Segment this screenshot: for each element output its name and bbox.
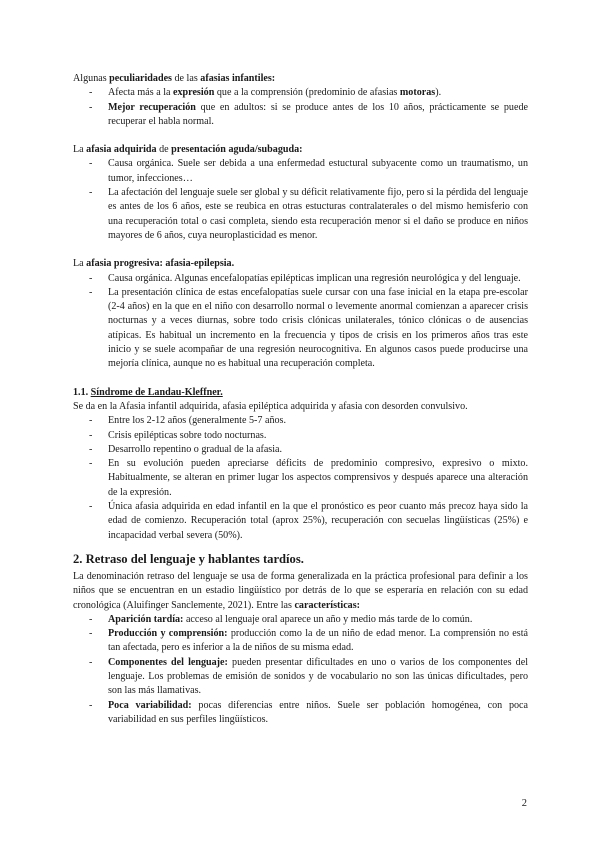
list-item: - Aparición tardía: acceso al lenguaje oral aparece un año y medio más tarde de lo común. [73, 613, 528, 627]
list-item: - Poca variabilidad: pocas diferencias entre niños. Suele ser población homogénea, con poca variabilidad en sus perfiles lingüísticos. [73, 699, 528, 728]
list-item: - Componentes del lenguaje: pueden presentar dificultades en uno o varios de los componentes del lenguaje. Los problemas de emisión de sonidos y de vocabulario no son las únicas dificultades, pero son las más llamativas. [73, 656, 528, 699]
list-item: - Crisis epilépticas sobre todo nocturnas. [73, 429, 528, 443]
list-item: - Causa orgánica. Suele ser debida a una enfermedad estuctural subyacente como un traumatismo, un tumor, infecciones… [73, 157, 528, 186]
document-page [73, 72, 528, 727]
list-item: - La presentación clínica de estas encefalopatías suele cursar con una fase inicial en la etapa pre-escolar (2-4 años) en la que en el niño con desarrollo normal o levemente anormal comienzan a aparecer crisis nocturnas y a veces diurnas, sobre todo crisis clónicas unilaterales, tónico clónicas o de ausencias atípicas. Es habitual un incremento en la frecuencia y tipos de crisis en los primeros años tras este inicio y se suele acompañar de una regresión neurocognitiva. En algunos casos puede producirse una mejoría clínica, aunque no es habitual una recuperación completa. [73, 286, 528, 372]
s1-list [73, 86, 528, 129]
s5-intro: La denominación retraso del lenguaje se usa de forma generalizada en la práctica profesional para definir a los niños que se encuentran en un estadio lingüístico por detrás de lo que se esperaría en relación con su edad cronológica (Aluifinger Sanclemente, 2021). Entre las características: [73, 570, 528, 611]
list-item: - Única afasia adquirida en edad infantil en la que el pronóstico es peor cuanto más precoz haya sido la edad de comienzo. Recuperación total (aprox 25%), recuperación con secuelas lingüísticas (25%) e incapacidad verbal severa (50%). [73, 500, 528, 543]
list-item: - La afectación del lenguaje suele ser global y su déficit relativamente fijo, pero si la pérdida del lenguaje es antes de los 6 años, este se reubica en otras estucturas contralaterales o del mismo hemisferio con una recuperación total o casi completa, siendo esta recuperación menor si el daño se produce en niños mayores de 6 años, cuya neuroplasticidad es menor. [73, 186, 528, 243]
s2-list [73, 157, 528, 243]
list-item: - Afecta más a la expresión que a la comprensión (predominio de afasias motoras). [73, 86, 528, 100]
s4-intro: Se da en la Afasia infantil adquirida, afasia epiléptica adquirida y afasia con desorden convulsivo. [73, 400, 468, 412]
s5-list [73, 613, 528, 727]
s1-intro: Algunas peculiaridades de las afasias infantiles: [73, 73, 276, 84]
list-item: - Mejor recuperación que en adultos: si se produce antes de los 10 años, prácticamente se puede recuperar el habla normal. [73, 101, 528, 130]
list-item: - Producción y comprensión: producción como la de un niño de edad menor. La comprensión no está tan afectada, pero es inferior a la de niños de su misma edad. [73, 627, 528, 656]
list-item: - Entre los 2-12 años (generalmente 5-7 años. [73, 414, 528, 428]
list-item: - Causa orgánica. Algunas encefalopatías epilépticas implican una regresión neurológica y del lenguaje. [73, 272, 528, 286]
s4-list [73, 414, 528, 543]
list-item: - Desarrollo repentino o gradual de la afasia. [73, 443, 528, 457]
s3-list [73, 272, 528, 372]
s2-intro: La afasia adquirida de presentación aguda/subaguda: [73, 144, 303, 156]
section-heading-landau-kleffner: 1.1. Síndrome de Landau-Kleffner. [73, 386, 223, 398]
section-heading-retraso-lenguaje: 2. Retraso del lenguaje y hablantes tardíos. [73, 551, 304, 566]
s3-intro: La afasia progresiva: afasia-epilepsia. [73, 258, 235, 270]
list-item: - En su evolución pueden apreciarse déficits de predominio compresivo, expresivo o mixto. Habitualmente, se alteran en primer lugar los aspectos comprensivos y después aparece una alteración de la expresión. [73, 457, 528, 500]
page-number: 2 [521, 798, 527, 809]
